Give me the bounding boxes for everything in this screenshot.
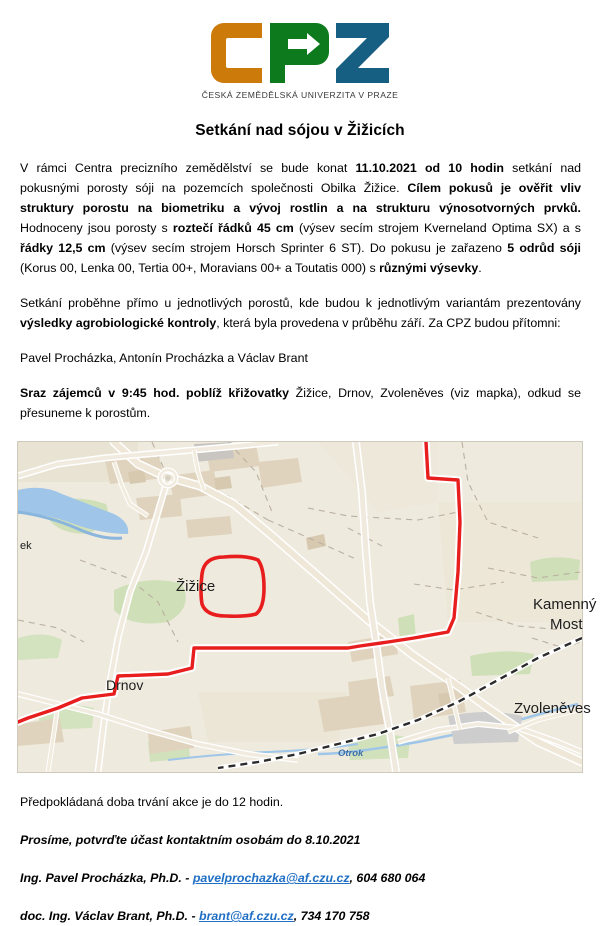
paragraph-program bbox=[20, 293, 581, 333]
map-label-kamenny-2: Most bbox=[550, 616, 583, 633]
p1-bold-spacing45: roztečí řádků 45 cm bbox=[172, 221, 294, 235]
contact-2-email-link[interactable]: brant@af.czu.cz bbox=[199, 909, 294, 923]
document-footer bbox=[0, 792, 600, 926]
map-label-zvolenoves: Zvoleněves bbox=[514, 700, 591, 717]
contact-row-1 bbox=[20, 868, 580, 888]
map-label-otrok: Otrok bbox=[338, 748, 364, 759]
p3-bold-meetpoint: Sraz zájemců v 9:45 hod. poblíž křižovatky bbox=[20, 386, 290, 400]
map-label-drnov: Drnov bbox=[106, 677, 144, 693]
document-body bbox=[0, 158, 600, 423]
p1-text-2: setkání nad pokusnými porosty sóji na pozemcích společnosti Obilka Žižice. bbox=[20, 161, 581, 195]
paragraph-intro bbox=[20, 158, 581, 278]
university-name: ČESKÁ ZEMĚDĚLSKÁ UNIVERZITA V PRAZE bbox=[201, 90, 399, 100]
cpz-logo-graphic bbox=[210, 22, 390, 84]
p1-text-1: V rámci Centra precizního zemědělství se bude konat bbox=[20, 161, 356, 175]
contact-1-name: Ing. Pavel Procházka, Ph.D. - bbox=[20, 871, 193, 885]
p1-bold-spacing125: řádky 12,5 cm bbox=[20, 241, 106, 255]
p1-text-7: . bbox=[478, 261, 482, 275]
map-container bbox=[0, 441, 600, 773]
map-label-zizice: Žižice bbox=[176, 578, 216, 595]
contact-2-name: doc. Ing. Václav Brant, Ph.D. - bbox=[20, 909, 200, 923]
map-label-kamenny-1: Kamenný bbox=[533, 596, 597, 613]
p1-bold-varieties: 5 odrůd sóji bbox=[507, 241, 581, 255]
p1-text-4: (výsev secím strojem Kverneland Optima SX) a s bbox=[293, 221, 581, 235]
contact-2-phone: , 734 170 758 bbox=[293, 909, 370, 923]
map-label-ek: ek bbox=[20, 540, 32, 552]
map-graphic bbox=[18, 442, 582, 772]
confirm-request: Prosíme, potvrďte účast kontaktním osobám do 8.10.2021 bbox=[20, 833, 361, 847]
attendee-names: Pavel Procházka, Antonín Procházka a Václav Brant bbox=[20, 351, 308, 365]
p1-bold-seedrates: různými výsevky bbox=[379, 261, 479, 275]
contact-row-2 bbox=[20, 906, 580, 926]
logo-header bbox=[0, 0, 600, 100]
p2-bold-results: výsledky agrobiologické kontroly bbox=[20, 316, 217, 330]
cpz-logo bbox=[210, 22, 390, 84]
contact-1-email-link[interactable]: pavelprochazka@af.czu.cz bbox=[192, 871, 350, 885]
contact-1-phone: , 604 680 064 bbox=[349, 871, 426, 885]
paragraph-meeting-point bbox=[20, 383, 581, 423]
p2-text-2: , která byla provedena v průběhu září. Za CPZ budou přítomni: bbox=[216, 316, 561, 330]
p1-text-5: (výsev secím strojem Horsch Sprinter 6 ST). Do pokusu je zařazeno bbox=[105, 241, 508, 255]
p2-text-1: Setkání proběhne přímo u jednotlivých porostů, kde budou k jednotlivým variantám prezentovány bbox=[20, 296, 581, 310]
p1-bold-goal: Cílem pokusů je ověřit vliv struktury porostu na biometriku a vývoj rostlin a na strukturu výnosotvorných prvků. bbox=[20, 181, 581, 215]
p3-text-1: Žižice, Drnov, Zvoleněves (viz mapka), odkud se přesuneme k porostům. bbox=[20, 386, 581, 420]
p1-text-3: Hodnoceny jsou porosty s bbox=[20, 221, 173, 235]
page-title: Setkání nad sójou v Žižicích bbox=[195, 122, 405, 139]
p1-bold-datetime: 11.10.2021 od 10 hodin bbox=[355, 161, 504, 175]
p1-text-6: (Korus 00, Lenka 00, Tertia 00+, Moravians 00+ a Toutatis 000) s bbox=[20, 261, 380, 275]
event-duration: Předpokládaná doba trvání akce je do 12 hodin. bbox=[20, 795, 284, 809]
map-image[interactable] bbox=[17, 441, 597, 773]
